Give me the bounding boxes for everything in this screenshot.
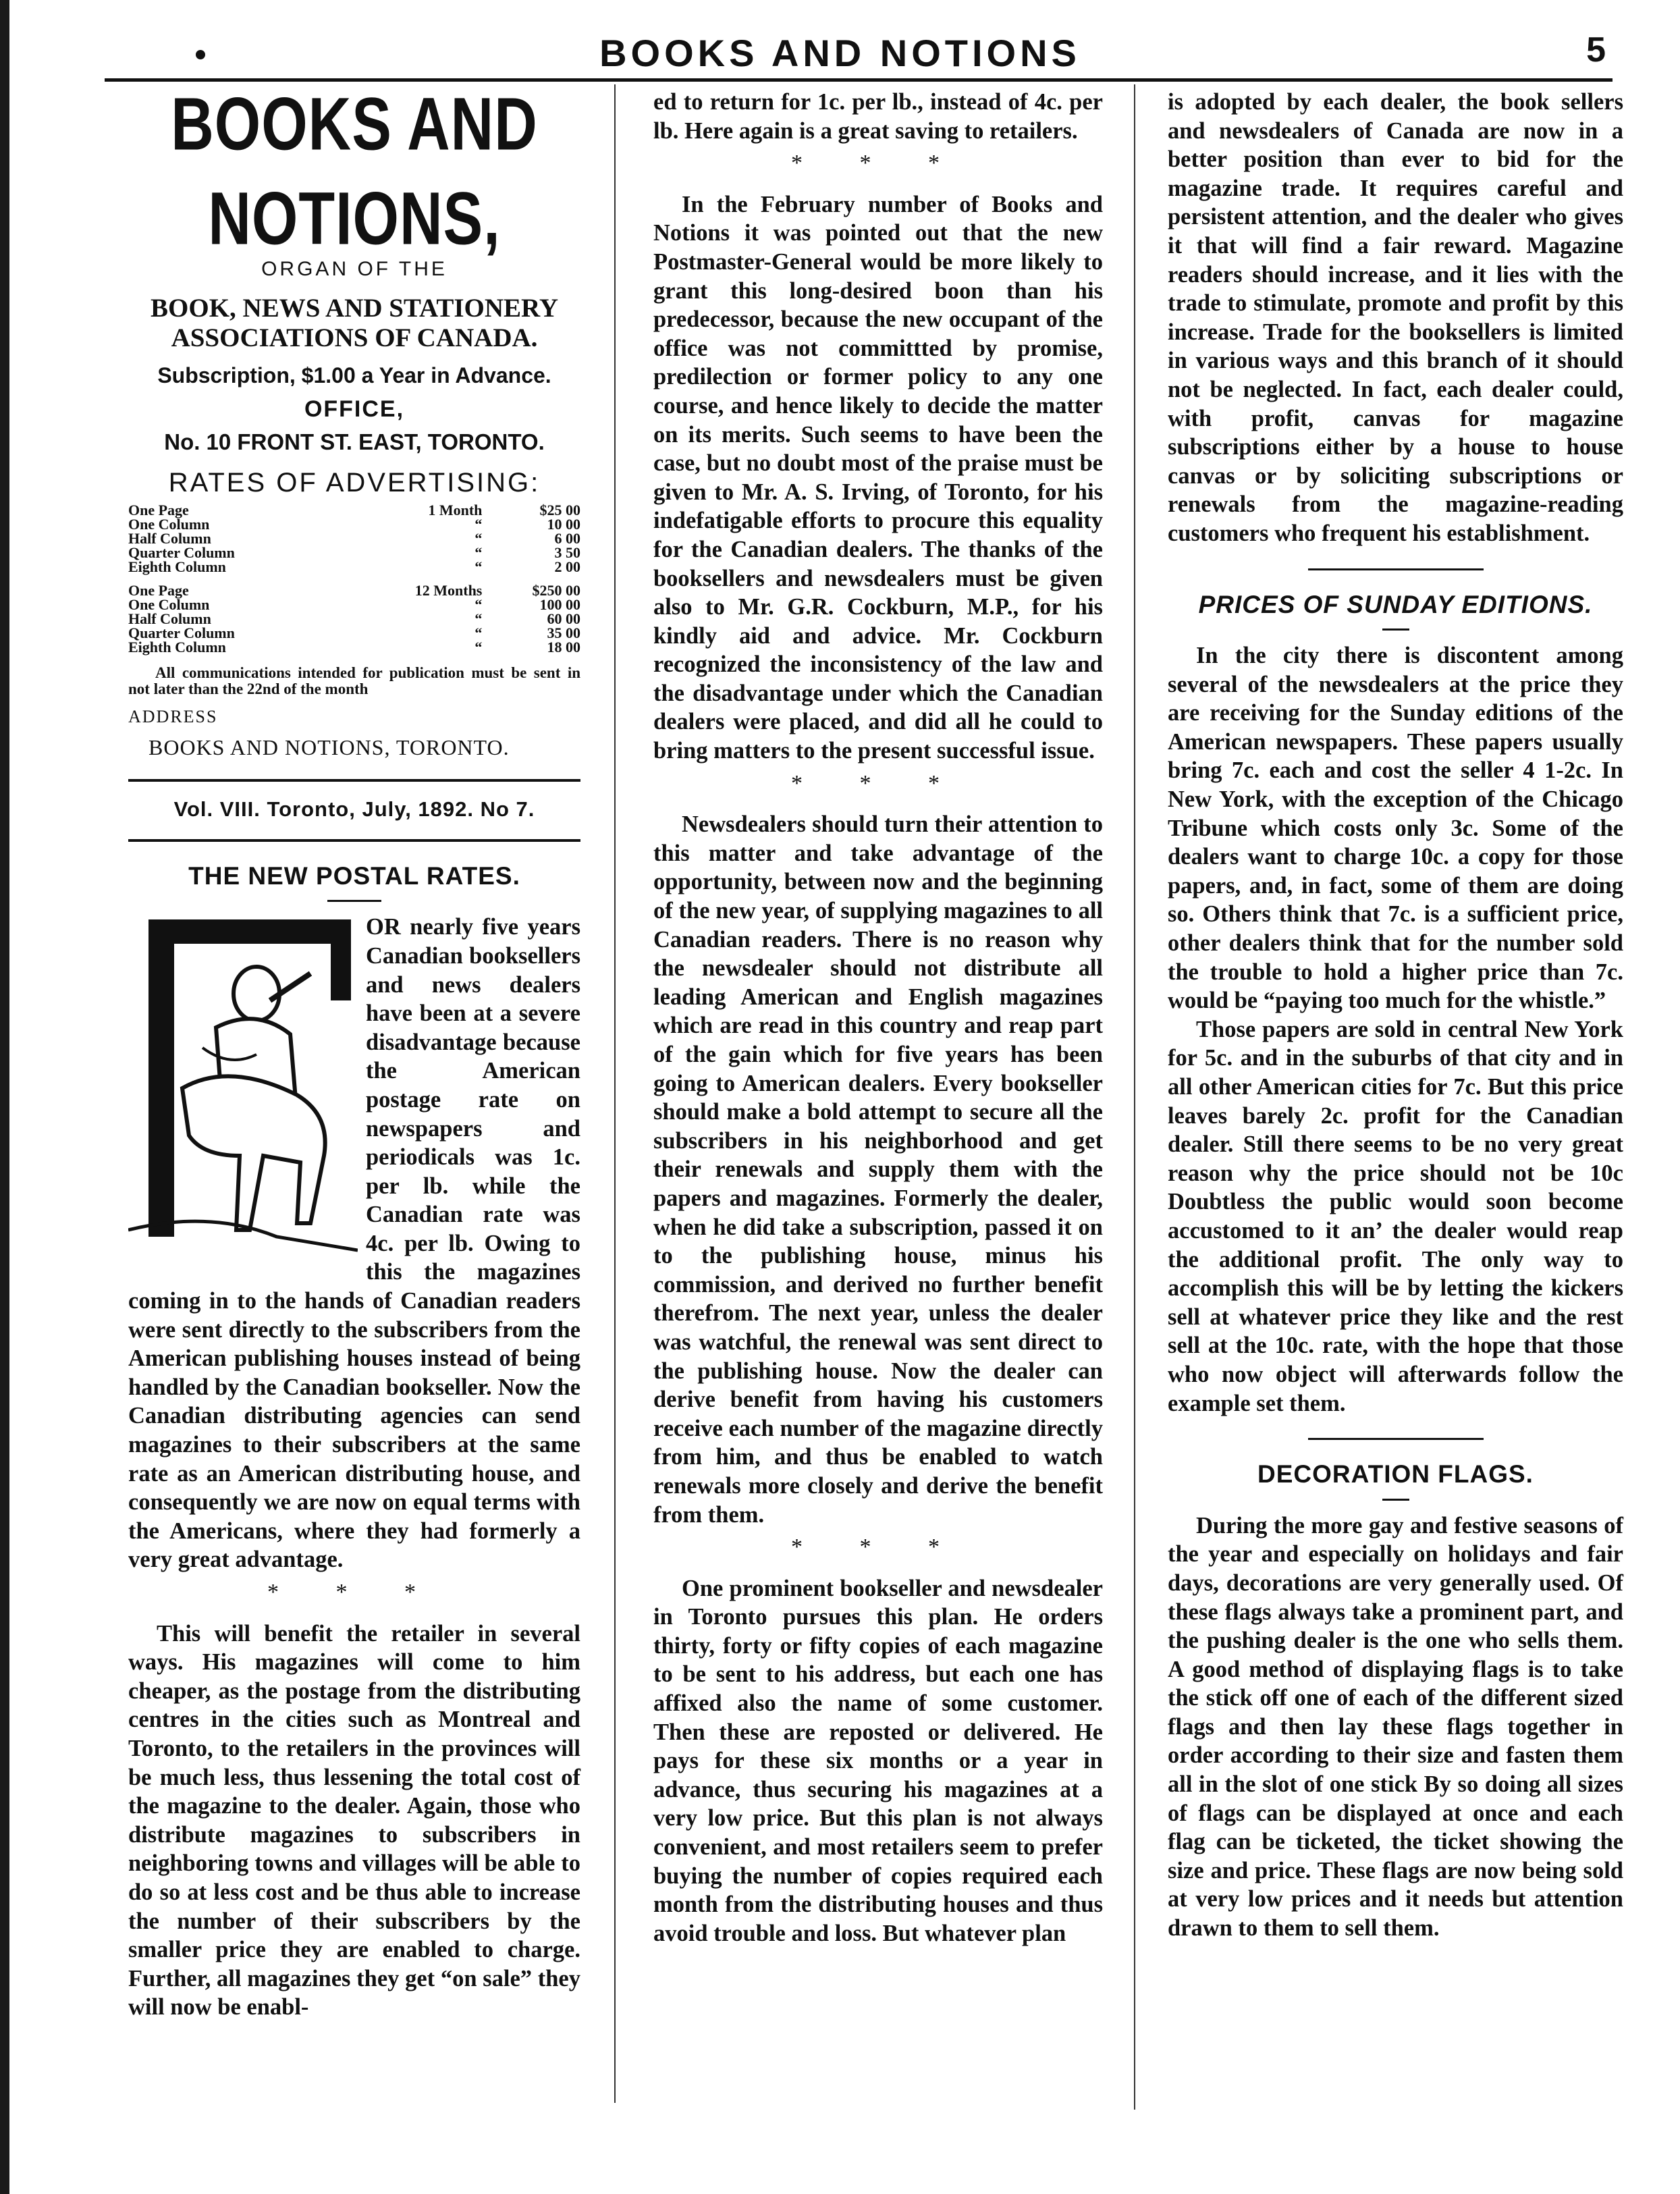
rate-row [128,560,580,574]
address-label: ADDRESS [128,706,218,726]
rate-price: 6 00 [554,529,580,547]
subscription-line: Subscription, $1.00 a Year in Advance. [157,363,551,387]
rate-term: “ [475,595,483,613]
office-address: No. 10 FRONT ST. EAST, TORONTO. [164,429,545,454]
section-ornament: * * * [791,770,965,796]
communications-note: All communications intended for publication must be sent in not later than the 22nd of the month [128,664,580,697]
rate-row [128,583,580,597]
article1-paragraph-5: Newsdealers should turn their attention to this matter and take advantage of the opportunity, between now and the beginning of the new year, of supplying magazines to all Canadian readers. There is no reason why the newsdealer should not distribute all leading American and English magazines which are read in this country and reap part of the gain which for five years has been going to American dealers. Every bookseller should make a bold attempt to secure all the subscribers in his neighborhood and get their renewals and supply them with the papers and magazines. Formerly the dealer, when he did take a subscription, passed it on to the publishing house, minus his commission, and derived no further benefit therefrom. The next year, unless the dealer was watchful, the renewal was sent direct to the publishing house. Now the dealer can derive benefit from having his customers receive each number of the magazine directly from him, and thus be enabled to watch renewals more closely and derive the benefit from them. [653,811,1103,1528]
article1-opening: OR nearly five years Canadian booksellers and news dealers have been at a severe disadvantage because the American postage rate on newspapers and periodicals was 1c. per lb. while the Canadian rate was 4c. per lb. Owing to this the magazines coming in to the hands of Canadian readers were sent directly to the subscribers from the American publishing houses instead of being handled by the Canadian bookseller. Now the Canadian distributing agencies can send magazines to their subscribers at the same rate as an American distributing house, and consequently we are now on equal terms with the Americans, where they had formerly a very great advantage. [128,914,580,1573]
article-divider [1308,1438,1484,1440]
rate-row [128,597,580,612]
rate-row [128,545,580,560]
article-heading-sunday-editions: PRICES OF SUNDAY EDITIONS. [1198,590,1593,618]
rate-price: 2 00 [554,558,580,575]
masthead-associations: BOOK, NEWS AND STATIONERY ASSOCIATIONS OF CANADA. [151,293,558,352]
article2-paragraph-2: Those papers are sold in central New York for 5c. and in the suburbs of that city and in all other American cities for 7c. But this price leaves barely 2c. profit for the Canadian dealer. Still there seems to be no very great reason why the price should not be 10c Doubtless the public would soon become accustomed to it an’ the dealer would reap the additional profit. The only way to accomplish this will be by letting the kickers sell at whatever price they like and the rest sell at the 10c. rate, with the hope that those who now object will afterwards follow the example set them. [1168,1016,1623,1416]
article-heading-postal-rates: THE NEW POSTAL RATES. [188,861,520,890]
column-divider-2 [1134,84,1135,2110]
rate-term: “ [475,624,483,641]
rate-price: 3 50 [554,543,580,561]
rate-term: “ [475,638,483,655]
rate-price: 10 00 [547,515,580,533]
rate-row [128,640,580,654]
article1-paragraph-7: is adopted by each dealer, the book sellers and newsdealers of Canada are now in a better position than ever to bid for the magazine trade. It requires careful and persistent attention, and the dealer who gives it that will find a fair reward. Magazine readers should increase, and it lies with the trade to stimulate, promote and profit by this increase. Trade for the booksellers is limited in various ways and this branch of it should not be neglected. In fact, each dealer could, with profit, canvas for magazine subscriptions either by a house to house canvas or by soliciting subscriptions or renewals from the magazine-reading customers who frequent his establishment. [1168,89,1623,546]
masthead [128,82,580,498]
article1-paragraph-3: ed to return for 1c. per lb., instead of 4c. per lb. Here again is a great saving to retailers. [653,89,1103,144]
column-1 [128,82,580,2022]
rate-term: “ [475,529,483,547]
rate-term: 1 Month [428,501,483,518]
heading-rule [1382,628,1409,631]
rate-item: One Column [128,515,210,533]
page-number: 5 [1586,30,1606,70]
office-label: OFFICE, [304,396,405,423]
rate-price: $250 00 [532,581,580,599]
column-2 [653,88,1103,1948]
rate-term: “ [475,610,483,627]
rate-item: One Page [128,501,189,518]
rate-price: 100 00 [539,595,580,613]
volume-line: Vol. VIII. Toronto, July, 1892. No 7. [173,797,535,822]
article1-paragraph-2: This will benefit the retailer in several ways. His magazines will come to him cheaper, as the postage from the distributing centres in the cities such as Montreal and Toronto, to the retailers in the provinces will be much less, thus lessening the total cost of the magazine to the dealer. Again, those who distribute magazines to subscribers in neighboring towns and villages will be able to do so at less cost and be thus able to increase the number of their subscribers by the smaller price they are enabled to charge. Further, all magazines they get “on sale” they will now be enabl- [128,1620,580,2021]
masthead-rule [128,779,580,782]
page-header [40,24,1640,80]
rate-price: 60 00 [547,610,580,627]
column-divider-1 [614,84,616,2103]
rate-item: Eighth Column [128,638,226,655]
running-title: BOOKS AND NOTIONS [599,32,1081,74]
article3-paragraph-1: During the more gay and festive seasons of the year and especially on holidays and fair days, decorations are very generally used. Of these flags always take a prominent part, and the pushing dealer is the one who sells them. A good method of displaying flags is to take the stick off one of each of the different sized flags and then lay these flags together in order according to their size and fasten them all in the slot of one stick By so doing all sizes of flags can be displayed at once and each flag can be ticketed, the ticket showing the size and price. These flags are now being sold at very low prices and it needs but attention drawn to them to sell them. [1168,1512,1623,1942]
decorated-initial-f-illustration [128,913,358,1264]
rate-item: Half Column [128,529,211,547]
article-heading-decoration-flags: DECORATION FLAGS. [1257,1460,1534,1489]
rate-price: 35 00 [547,624,580,641]
masthead-title: BOOKS AND NOTIONS, [171,82,538,261]
scan-edge-mark [0,0,9,2194]
rate-term: 12 Months [414,581,483,599]
rate-item: Half Column [128,610,211,627]
rate-item: One Column [128,595,210,613]
rate-row [128,612,580,626]
section-ornament: * * * [791,151,965,176]
article2-paragraph-1: In the city there is discontent among several of the newsdealers at the price they are receiving for the Sunday editions of the American newspapers. These papers usually bring 7c. each and cost the seller 4 1-2c. In New York, with the exception of the Chicago Tribune which costs only 3c. Some of the dealers want to charge 10c. a copy for those papers, and, in fact, some of them are doing so. Others think that 7c. is a sufficient price, other dealers think that for the number sold the trouble to hold a higher price than 7c. would be “paying too much for the whistle.” [1168,643,1623,1014]
masthead-organ: ORGAN OF THE [261,258,448,280]
heading-rule [1382,1499,1409,1501]
article1-paragraph-4: In the February number of Books and Notions it was pointed out that the new Postmaster-General would be more likely to grant this long-desired boon than his predecessor, because the new occupant of the office was not committted by promise, predilection or former policy to any one course, and hence likely to decide the matter on its merits. Such seems to have been the case, but no doubt most of the praise must be given to Mr. A. S. Irving, of Toronto, for his indefatigable efforts to procure this equality for the Canadian dealers. The thanks of the booksellers and newsdealers must be given also to Mr. G.R. Cockburn, M.P., for his kindly aid and advice. Mr. Cockburn recognized the inconsistency of the law and the disadvantage under which the Canadian dealers were placed, and did all he could to bring matters to the present successful issue. [653,191,1103,764]
rate-price: 18 00 [547,638,580,655]
rates-heading: RATES OF ADVERTISING: [168,468,541,498]
address-line: BOOKS AND NOTIONS, TORONTO. [148,734,510,759]
rate-item: Eighth Column [128,558,226,575]
volume-rule [128,839,580,842]
article-divider [1308,568,1484,570]
rate-gap [128,574,580,583]
section-ornament: * * * [267,1580,441,1605]
rate-term: “ [475,558,483,575]
article1-paragraph-6: One prominent bookseller and newsdealer in Toronto pursues this plan. He orders thirty, forty or fifty copies of each magazine to be sent to his address, but each one has affixed also the name of some customer. Then these are reposted or delivered. He pays for these six months or a year in advance, thus securing his magazines at a very low price. But this plan is not always convenient, and most retailers seem to prefer buying the number of copies required each month from the distributing houses and thus avoid trouble and loss. But whatever plan [653,1575,1103,1946]
rate-row [128,517,580,531]
rate-row [128,531,580,545]
section-ornament: * * * [791,1534,965,1560]
rate-item: Quarter Column [128,624,235,641]
rate-row [128,626,580,640]
rates-table [128,503,580,654]
rate-price: $25 00 [539,501,580,518]
heading-rule [327,900,381,902]
rate-term: “ [475,515,483,533]
column-3 [1168,88,1623,1943]
rate-row [128,503,580,517]
rate-term: “ [475,543,483,561]
rate-item: Quarter Column [128,543,235,561]
horseman-initial-icon [128,913,358,1264]
rate-item: One Page [128,581,189,599]
